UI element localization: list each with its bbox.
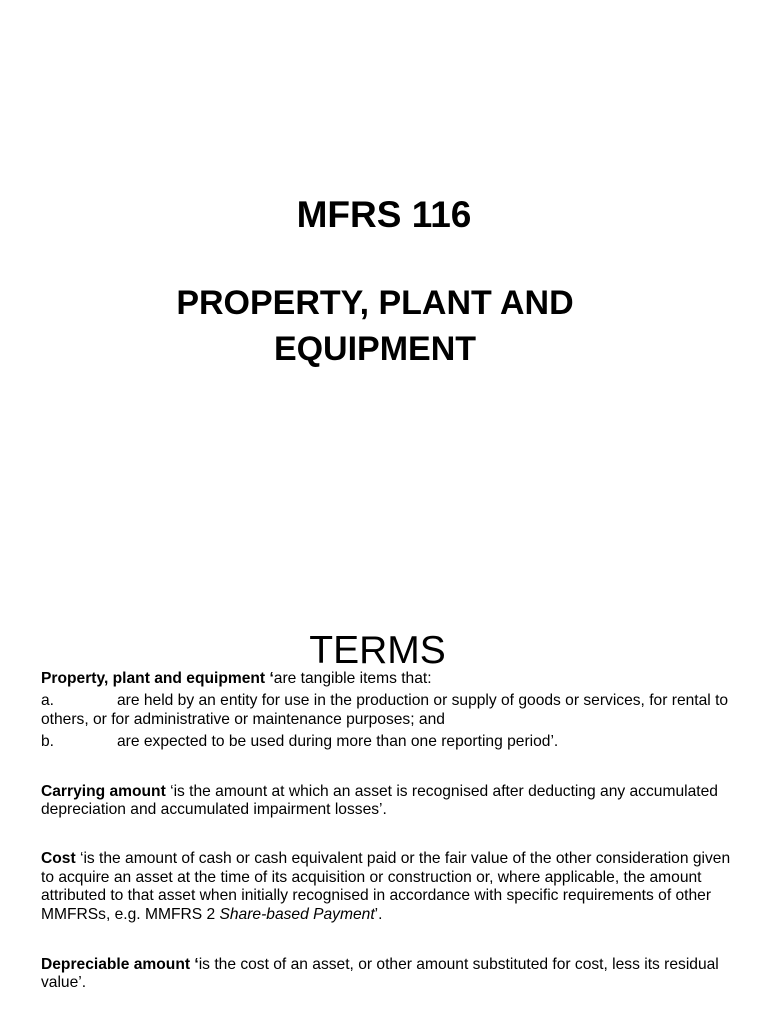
depreciable-amount-text: is the cost of an asset, or other amount substituted for cost, less its residual value’. bbox=[41, 956, 719, 992]
carrying-amount-definition bbox=[41, 783, 731, 820]
cost-term: Cost bbox=[41, 850, 76, 868]
list-item-text: are expected to be used during more than one reporting period’. bbox=[117, 733, 559, 751]
list-marker: a. bbox=[41, 692, 55, 710]
list-marker: b. bbox=[41, 733, 55, 751]
terms-slide bbox=[0, 590, 768, 1024]
carrying-amount-term: Carrying amount bbox=[41, 782, 166, 800]
cost-tail-text: ’. bbox=[374, 905, 383, 923]
depreciable-amount-term: Depreciable amount ‘ bbox=[41, 956, 199, 974]
cost-text: ‘is the amount of cash or cash equivalent paid or the fair value of the other consideration given to acquire an asset at the time of its acquisition or construction or, where applicable, the amount attributed to that asset when initially recognised in accordance with specific requirements of other MMFRSs, e.g. MMFRS 2 bbox=[41, 850, 731, 923]
standard-title-line1: PROPERTY, PLANT AND bbox=[176, 284, 574, 322]
ppe-definition-text: are tangible items that: bbox=[273, 670, 432, 687]
ppe-term: Property, plant and equipment ‘ bbox=[41, 670, 274, 687]
ppe-item-a bbox=[41, 692, 731, 729]
terms-body bbox=[41, 670, 731, 993]
cost-italic-text: Share-based Payment bbox=[219, 905, 375, 923]
depreciable-amount-definition bbox=[41, 956, 731, 993]
ppe-definition bbox=[41, 670, 731, 688]
carrying-amount-text: ‘is the amount at which an asset is recognised after deducting any accumulated depreciation and accumulated impairment losses’. bbox=[41, 782, 718, 819]
list-item-text: are held by an entity for use in the production or supply of goods or services, for rental to others, or for administrative or maintenance purposes; and bbox=[41, 692, 729, 728]
cost-definition bbox=[41, 850, 731, 924]
standard-code: MFRS 116 bbox=[296, 194, 472, 235]
standard-title bbox=[100, 280, 650, 372]
ppe-item-b bbox=[41, 733, 731, 751]
standard-title-line2: EQUIPMENT bbox=[273, 330, 477, 368]
terms-heading: TERMS bbox=[309, 629, 446, 672]
